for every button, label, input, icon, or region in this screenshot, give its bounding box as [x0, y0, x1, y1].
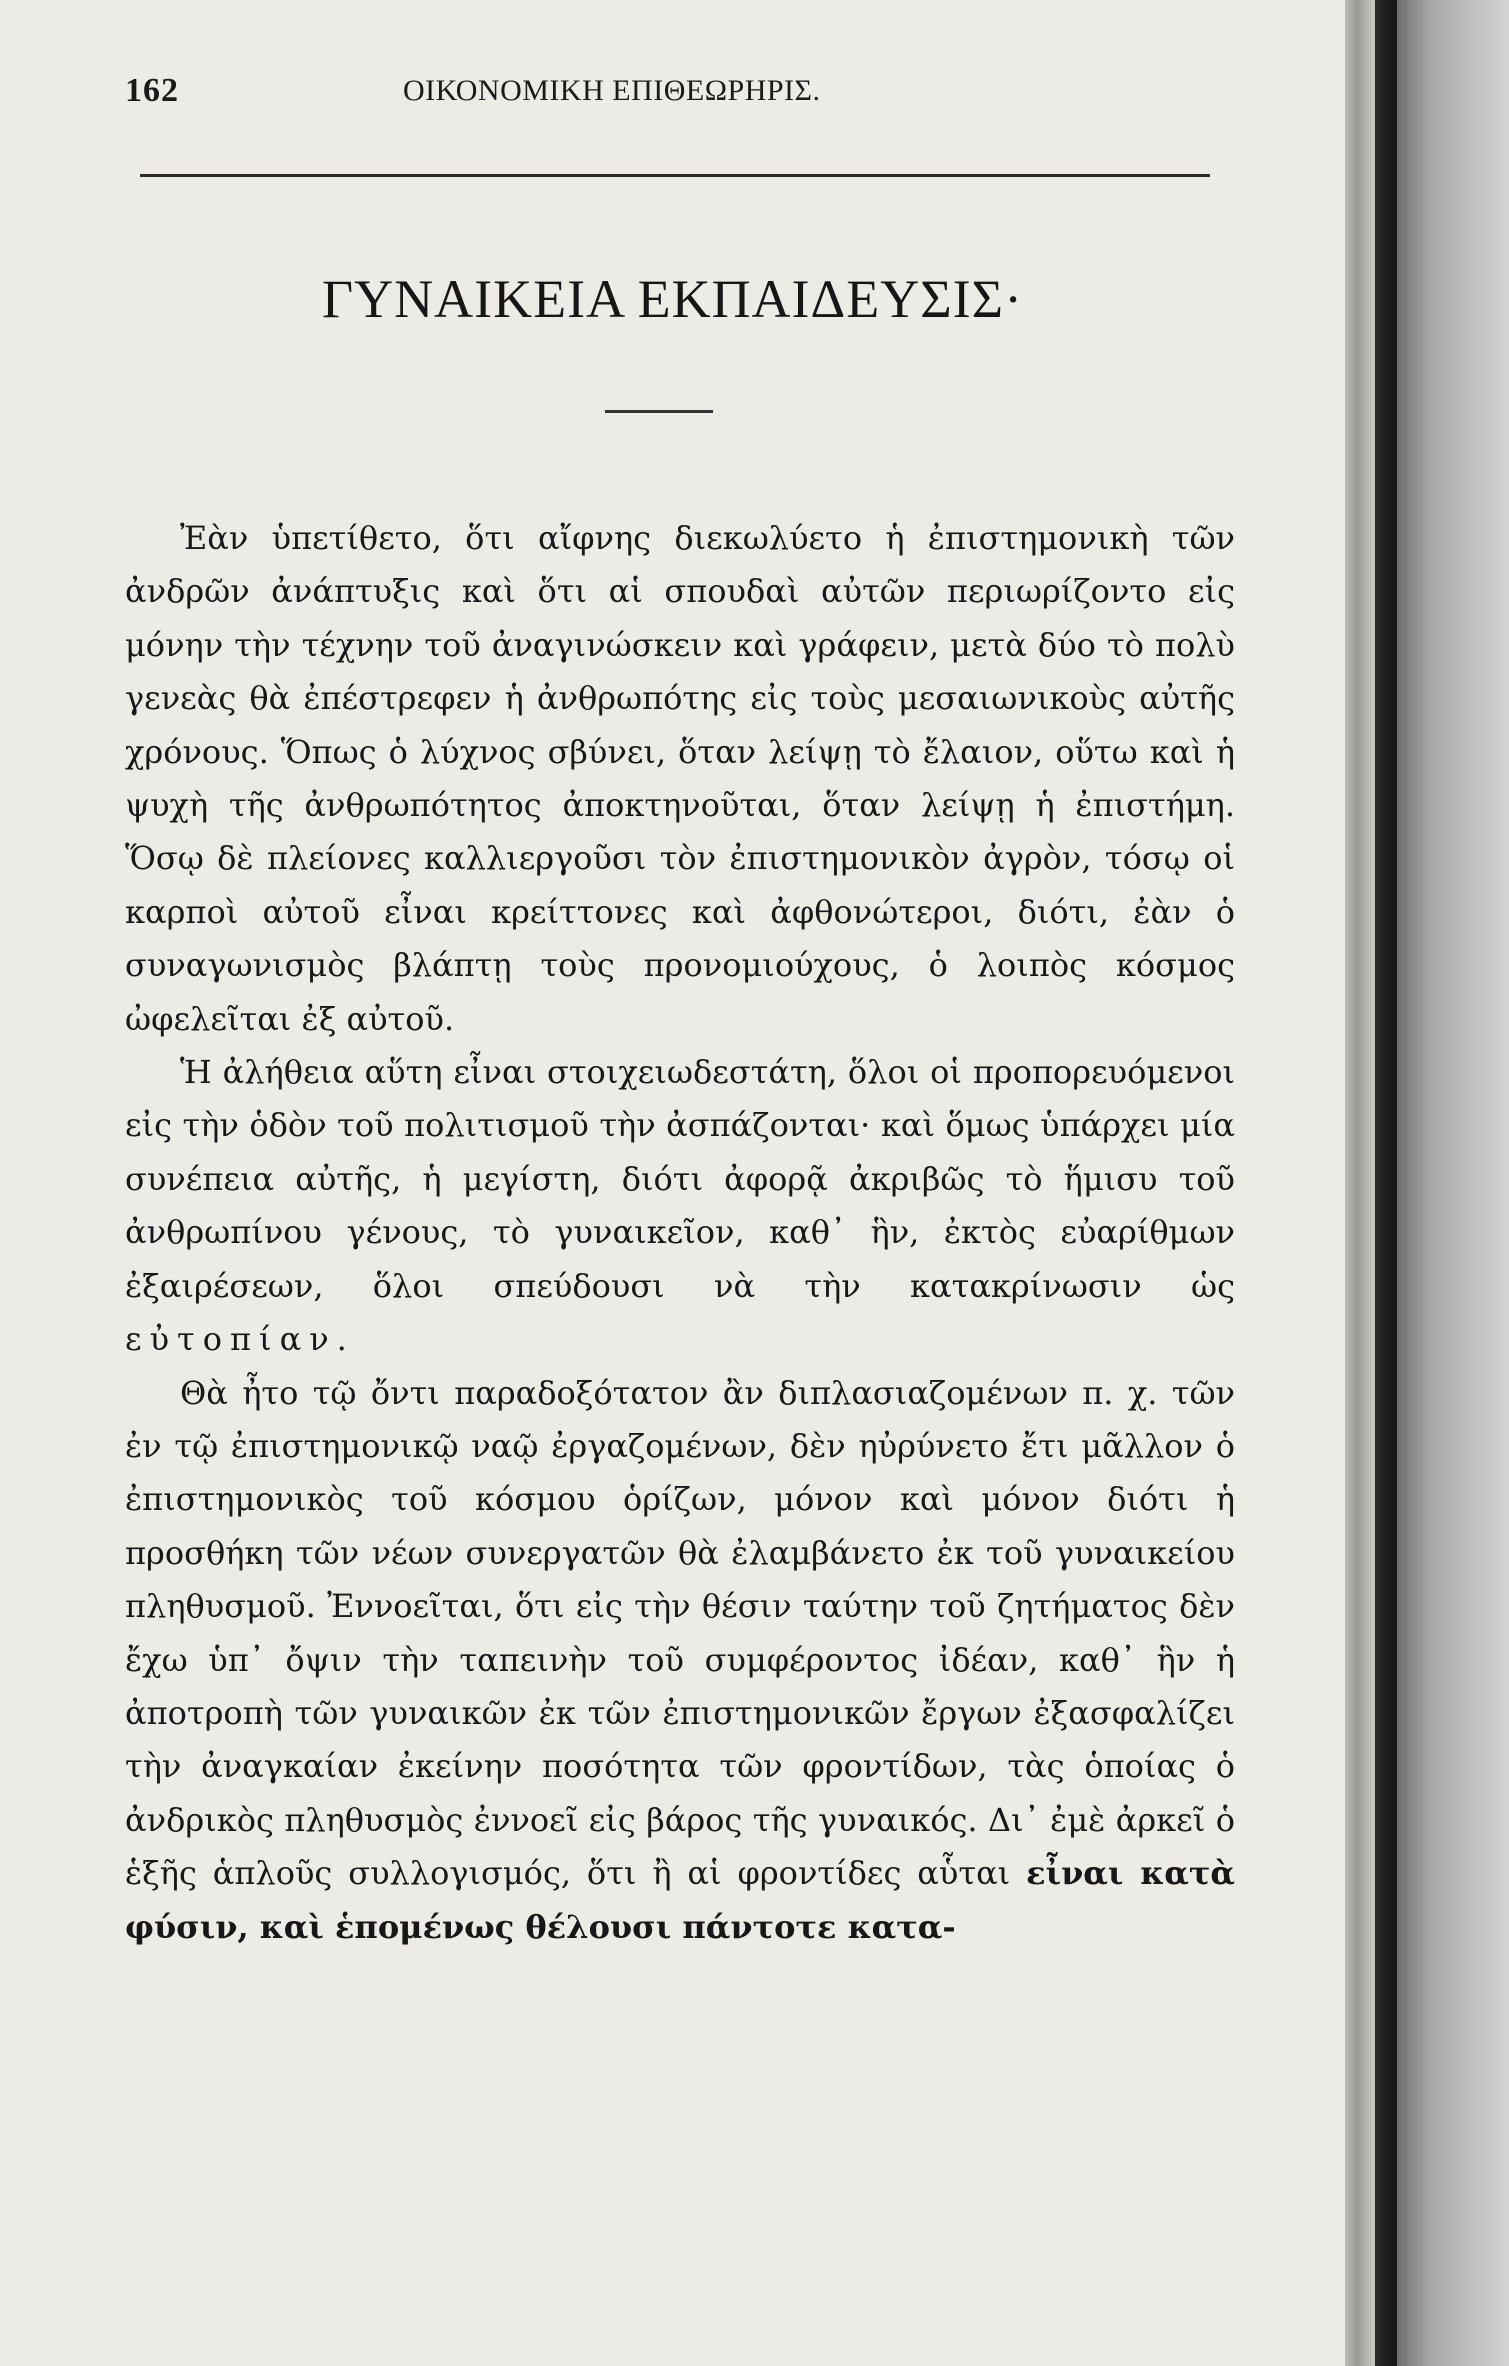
page-number: 162: [125, 72, 179, 109]
paragraph-1: Ἐὰν ὑπετίθετο, ὅτι αἴφνης διεκωλύετο ἡ ἐπιστημονικὴ τῶν ἀνδρῶν ἀνάπτυξις καὶ ὅτι αἱ σπουδαὶ αὐτῶν περιωρίζοντο εἰς μόνην τὴν τέχνην τοῦ ἀναγινώσκειν καὶ γράφειν, μετὰ δύο τὸ πολὺ γενεὰς θὰ ἐπέστρεφεν ἡ ἀνθρωπότης εἰς τοὺς μεσαιωνικοὺς αὐτῆς χρόνους. Ὅπως ὁ λύχνος σβύνει, ὅταν λείψῃ τὸ ἔλαιον, οὕτω καὶ ἡ ψυχὴ τῆς ἀνθρωπότητος ἀποκτηνοῦται, ὅταν λείψῃ ἡ ἐπιστήμη. Ὅσῳ δὲ πλείονες καλλιεργοῦσι τὸν ἐπιστημονικὸν ἀγρὸν, τόσῳ οἱ καρποὶ αὐτοῦ εἶναι κρείττονες καὶ ἀφθονώτεροι, διότι, ἐὰν ὁ συναγωνισμὸς βλάπτῃ τοὺς προνομιούχους, ὁ λοιπὸς κόσμος ὠφελεῖται ἐξ αὐτοῦ.: [125, 519, 1235, 1038]
running-head: [125, 72, 1215, 114]
book-binding-background: [1397, 0, 1509, 2366]
title-divider: [605, 410, 713, 413]
paragraph-2-text: Ἡ ἀλήθεια αὕτη εἶναι στοιχειωδεστάτη, ὅλοι οἱ προπορευόμενοι εἰς τὴν ὁδὸν τοῦ πολιτισμοῦ τὴν ἀσπάζονται· καὶ ὅμως ὑπάρχει μία συνέπεια αὐτῆς, ἡ μεγίστη, διότι ἀφορᾷ ἀκριβῶς τὸ ἥμισυ τοῦ ἀνθρωπίνου γένους, τὸ γυναικεῖον, καθ᾽ ἣν, ἐκτὸς εὐαρίθμων ἐξαιρέσεων, ὅλοι σπεύδουσι νὰ τὴν κατακρίνωσιν ὡς: [125, 1053, 1235, 1305]
article-title: ΓΥΝΑΙΚΕΙΑ ΕΚΠΑΙΔΕΥΣΙΣ·: [321, 269, 1024, 329]
book-binding-gutter: [1375, 0, 1397, 2366]
paragraph-3-final-line: εἶναι κατὰ φύσιν, καὶ ἑπομένως θέλουσι πάντοτε κατα-: [125, 1854, 1236, 1946]
emphasized-word: εὐτοπίαν.: [125, 1320, 355, 1359]
article-body: [125, 512, 1235, 1954]
journal-title: ΟΙΚΟΝΟΜΙΚΗ ΕΠΙΘΕΩΡΗΡΙΣ.: [403, 74, 821, 107]
header-divider: [140, 174, 1210, 177]
page-edge-shadow: [1345, 0, 1375, 2366]
paragraph-3: [125, 1367, 1235, 1954]
paragraph-3-text: Θὰ ἦτο τῷ ὄντι παραδοξότατον ἂν διπλασιαζομένων π. χ. τῶν ἐν τῷ ἐπιστημονικῷ ναῷ ἐργαζομένων, δὲν ηὐρύνετο ἔτι μᾶλλον ὁ ἐπιστημονικὸς τοῦ κόσμου ὁρίζων, μόνον καὶ μόνον διότι ἡ προσθήκη τῶν νέων συνεργατῶν θὰ ἐλαμβάνετο ἐκ τοῦ γυναικείου πληθυσμοῦ. Ἐννοεῖται, ὅτι εἰς τὴν θέσιν ταύτην τοῦ ζητήματος δὲν ἔχω ὑπ᾽ ὄψιν τὴν ταπεινὴν τοῦ συμφέροντος ἰδέαν, καθ᾽ ἣν ἡ ἀποτροπὴ τῶν γυναικῶν ἐκ τῶν ἐπιστημονικῶν ἔργων ἐξασφαλίζει τὴν ἀναγκαίαν ἐκείνην ποσότητα τῶν φροντίδων, τὰς ὁποίας ὁ ἀνδρικὸς πληθυσμὸς ἐννοεῖ εἰς βάρος τῆς γυναικός. Δι᾽ ἐμὲ ἀρκεῖ ὁ ἑξῆς ἁπλοῦς συλλογισμός, ὅτι ἢ αἱ φροντίδες αὗται: [125, 1373, 1235, 1893]
paragraph-2: [125, 1046, 1235, 1366]
